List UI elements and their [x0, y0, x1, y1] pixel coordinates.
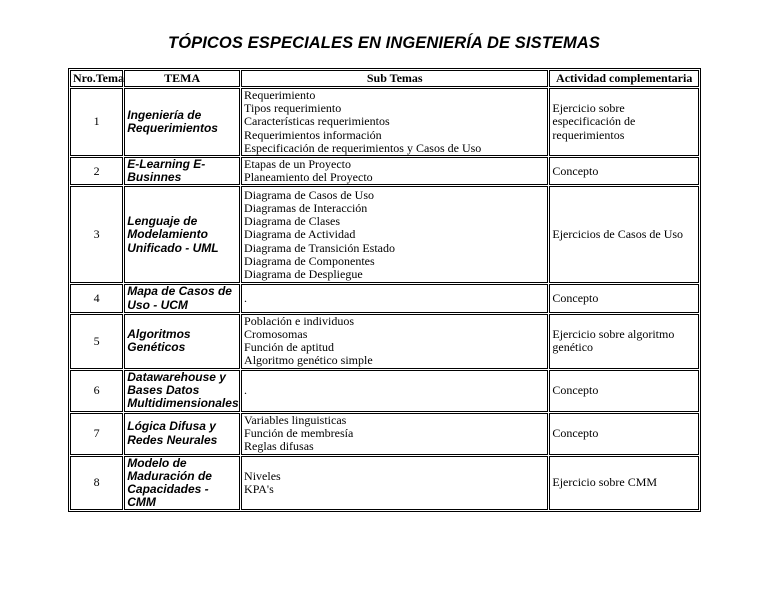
subtopic-item: Función de aptitud — [244, 340, 335, 355]
document-title: TÓPICOS ESPECIALES EN INGENIERÍA DE SISTEMAS — [168, 34, 600, 52]
topic-name: Modelo de Maduración de Capacidades - CMM — [124, 456, 240, 511]
subtopic-item: Características requerimientos — [244, 114, 390, 129]
subtopics-cell — [241, 456, 548, 511]
topic-number: 8 — [70, 456, 123, 511]
table-row — [70, 370, 699, 412]
subtopic-item: Función de membresía — [244, 426, 354, 441]
subtopic-item: KPA's — [244, 482, 274, 497]
subtopic-item: Requerimiento — [244, 88, 316, 102]
topic-number: 7 — [70, 413, 123, 455]
activity-cell: Concepto — [549, 284, 699, 312]
subtopic-item: Diagrama de Clases — [244, 214, 340, 229]
topic-name: Algoritmos Genéticos — [124, 314, 240, 369]
header-tema: TEMA — [124, 70, 240, 87]
topic-name: Lógica Difusa y Redes Neurales — [124, 413, 240, 455]
subtopic-item: Especificación de requerimientos y Casos de Uso — [244, 140, 482, 155]
header-actividad: Actividad complementaria — [549, 70, 699, 87]
activity-cell: Concepto — [549, 370, 699, 412]
subtopic-item: Variables linguisticas — [244, 412, 347, 427]
subtopics-cell — [241, 88, 548, 156]
topic-number: 1 — [70, 88, 123, 156]
table-row — [70, 186, 699, 283]
subtopics-cell — [241, 413, 548, 455]
table-row — [70, 456, 699, 511]
subtopic-item: Diagrama de Casos de Uso — [244, 187, 374, 202]
topic-number: 3 — [70, 186, 123, 283]
activity-cell: Ejercicio sobre CMM — [549, 456, 699, 511]
topic-name: Mapa de Casos de Uso - UCM — [124, 284, 240, 312]
subtopic-item: Diagrama de Actividad — [244, 227, 356, 242]
subtopic-item: Cromosomas — [244, 327, 308, 342]
subtopics-cell — [241, 284, 548, 312]
subtopic-item: Diagramas de Interacción — [244, 200, 368, 215]
topic-name: Datawarehouse y Bases Datos Multidimensionales — [124, 370, 240, 412]
topic-number: 5 — [70, 314, 123, 369]
topic-name: Lenguaje de Modelamiento Unificado - UML — [124, 186, 240, 283]
table-row — [70, 88, 699, 156]
table-row — [70, 413, 699, 455]
subtopic-item: Niveles — [244, 468, 281, 483]
subtopic-item: Etapas de un Proyecto — [244, 157, 351, 172]
table-row — [70, 157, 699, 185]
topic-name: Ingeniería de Requerimientos — [124, 88, 240, 156]
subtopic-item: . — [244, 383, 248, 398]
topic-number: 2 — [70, 157, 123, 185]
subtopics-cell — [241, 157, 548, 185]
topic-number: 6 — [70, 370, 123, 412]
activity-cell: Concepto — [549, 413, 699, 455]
header-nro: Nro.Tema — [70, 70, 123, 87]
subtopic-item: Planeamiento del Proyecto — [244, 170, 373, 185]
activity-cell: Ejercicios de Casos de Uso — [549, 186, 699, 283]
header-subtemas: Sub Temas — [241, 70, 548, 87]
subtopic-item: Población e individuos — [244, 313, 355, 328]
table-header-row — [70, 70, 699, 87]
subtopic-item: Diagrama de Transición Estado — [244, 240, 396, 255]
subtopics-cell — [241, 314, 548, 369]
subtopic-item: Tipos requerimiento — [244, 101, 342, 116]
topic-number: 4 — [70, 284, 123, 312]
subtopics-cell — [241, 370, 548, 412]
topic-name: E-Learning E-Businnes — [124, 157, 240, 185]
subtopics-cell — [241, 186, 548, 283]
subtopic-item: Diagrama de Componentes — [244, 253, 375, 268]
activity-cell: Concepto — [549, 157, 699, 185]
topics-table — [68, 68, 701, 512]
activity-cell: Ejercicio sobre especificación de requerimientos — [549, 88, 699, 156]
subtopic-item: Algoritmo genético simple — [244, 353, 373, 368]
activity-cell: Ejercicio sobre algoritmo genético — [549, 314, 699, 369]
subtopic-item: Requerimientos información — [244, 127, 382, 142]
table-row — [70, 314, 699, 369]
subtopic-item: Diagrama de Despliegue — [244, 266, 363, 281]
subtopic-item: . — [244, 291, 248, 306]
subtopic-item: Reglas difusas — [244, 439, 314, 454]
table-row — [70, 284, 699, 312]
